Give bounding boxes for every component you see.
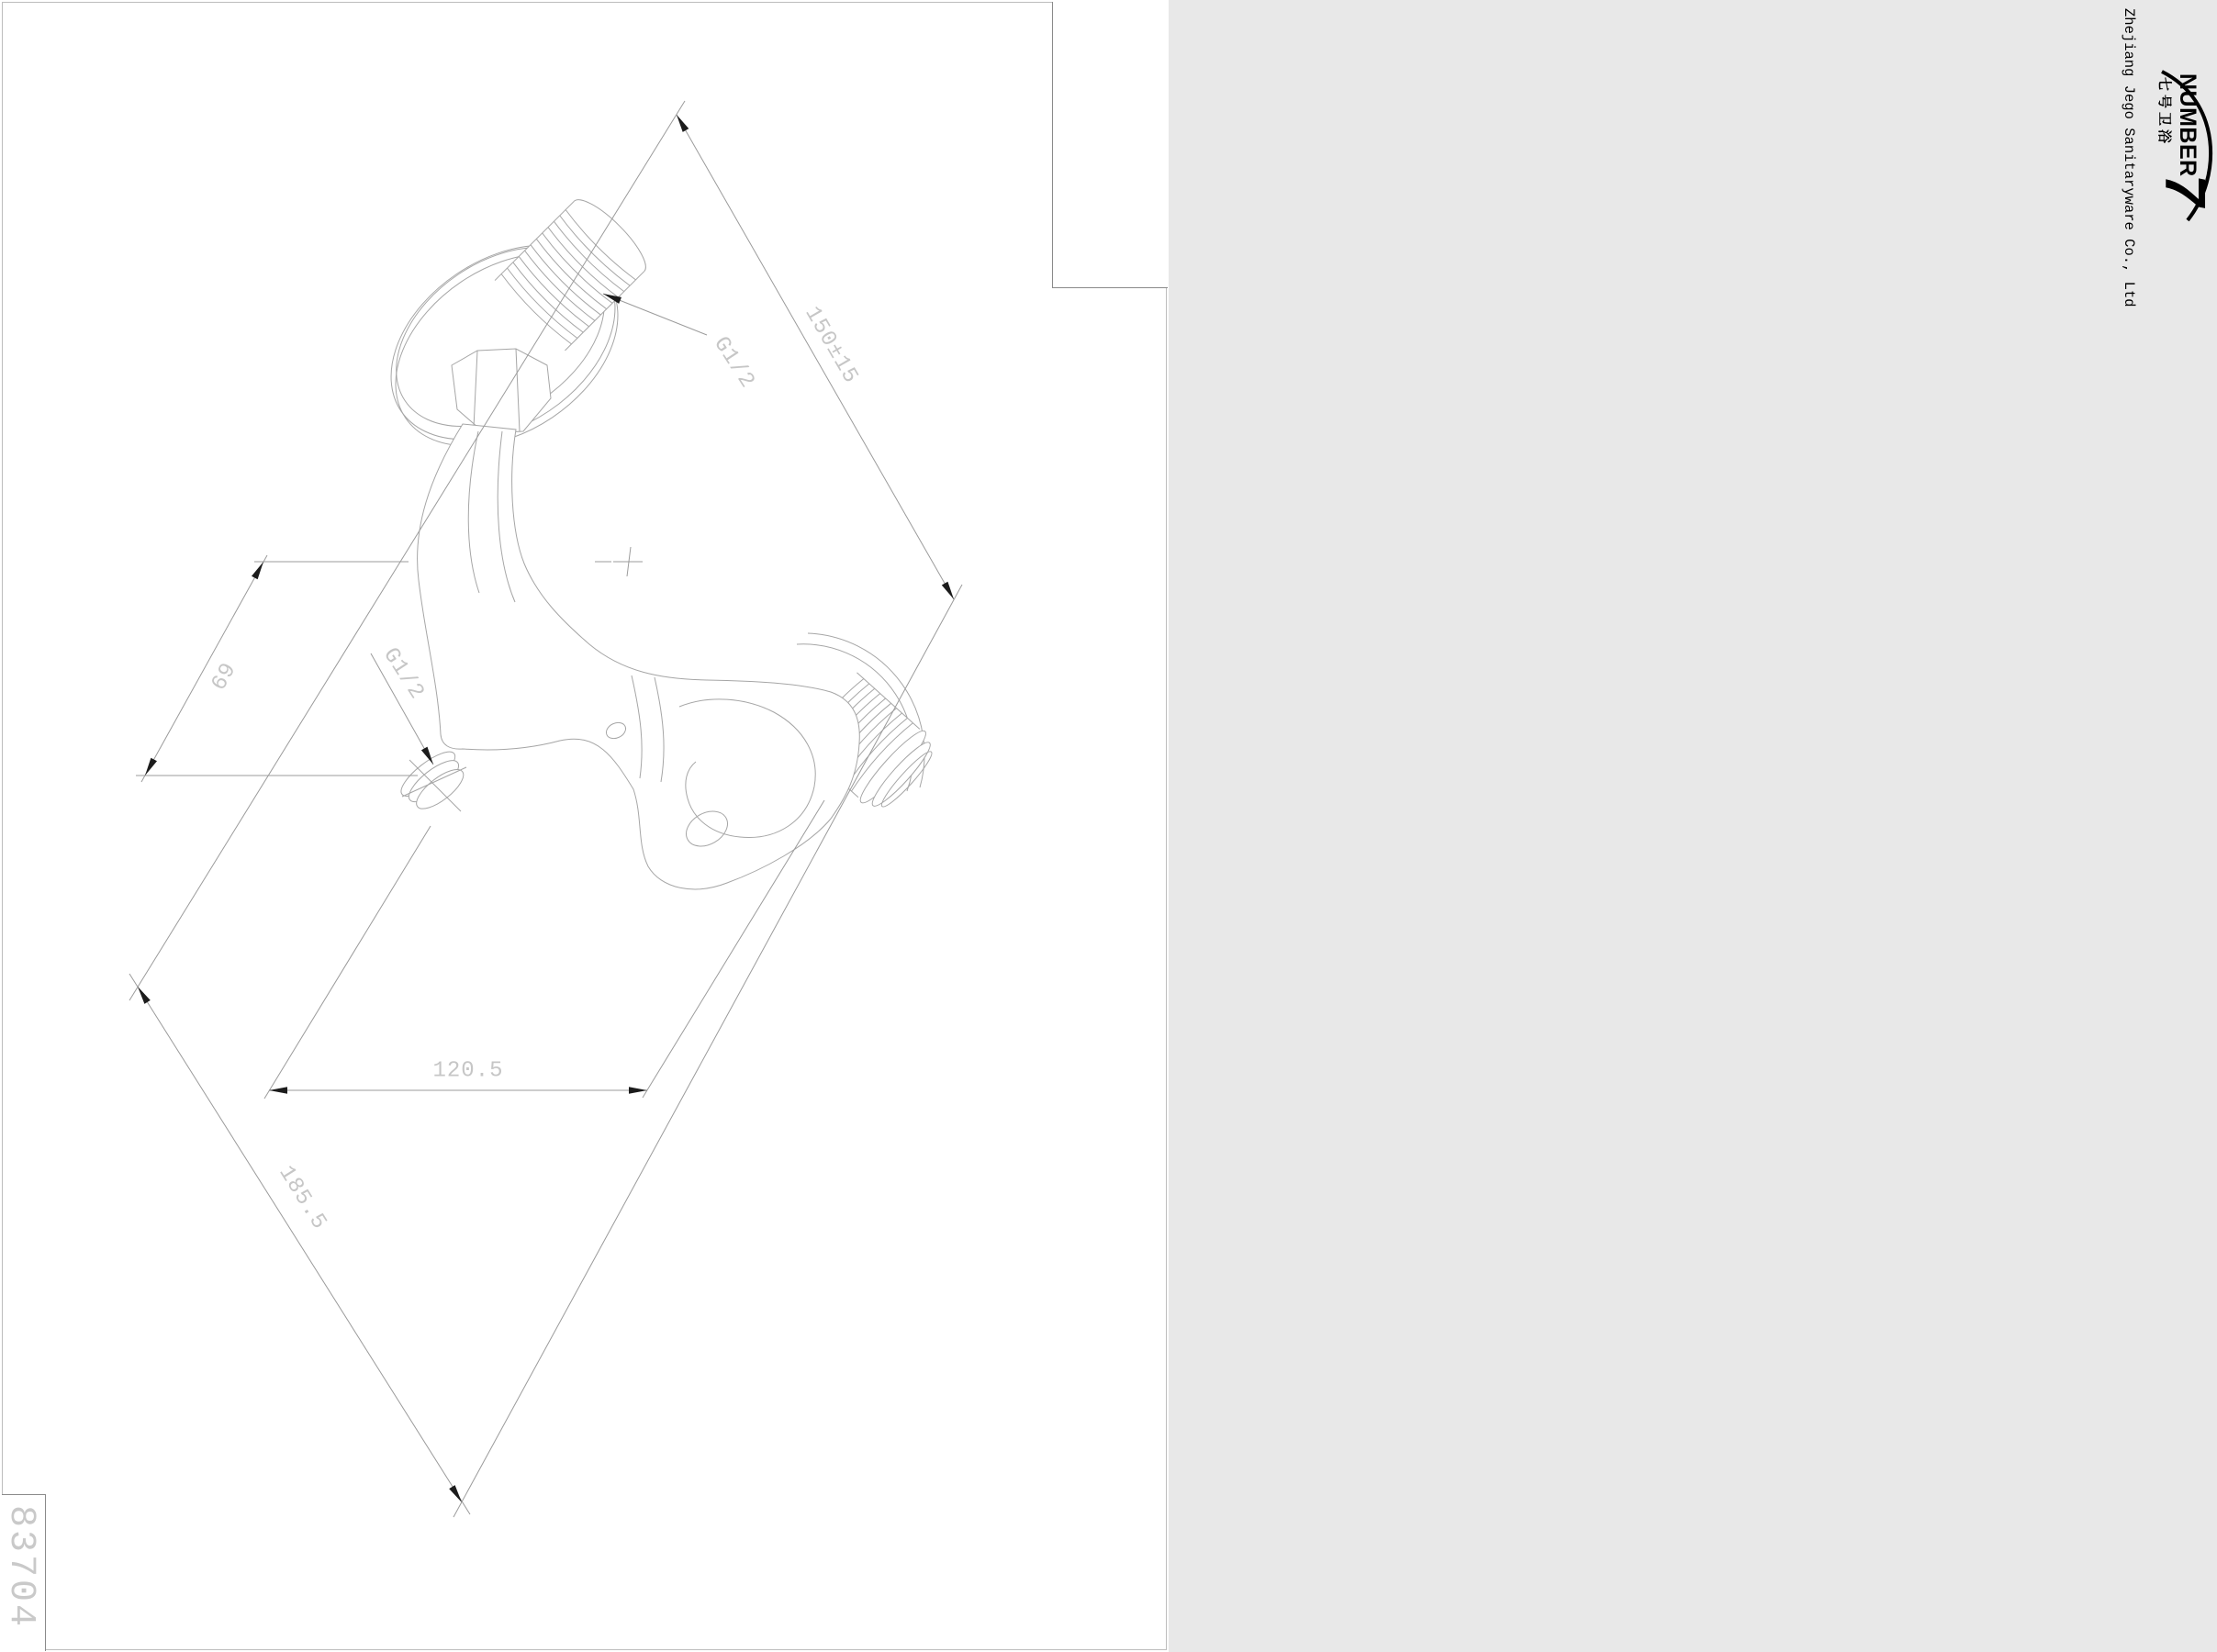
outlet-port	[396, 745, 473, 819]
thread-label-outlet: G1/2	[377, 643, 430, 705]
brand-chinese: 七号卫浴	[2156, 77, 2172, 148]
brand-name: NUMBER	[2175, 73, 2200, 177]
brand-numeral: 7	[2153, 174, 2216, 206]
faucet-figure	[355, 191, 944, 889]
dim-label-overall: 185.5	[273, 1161, 332, 1235]
dim-label-centers: 120.5	[432, 1058, 504, 1084]
dim-label-offset: 69	[207, 658, 243, 696]
part-number: 83704	[0, 1505, 41, 1630]
company-name: Zhejiang Jego Sanitaryware Co., Ltd	[2121, 8, 2137, 307]
brand-logo	[2145, 68, 2216, 233]
center-mark	[613, 547, 643, 576]
title-block	[1052, 2, 2216, 307]
dim-label-span: 150±15	[799, 302, 864, 389]
thread-label-top: G1/2	[708, 332, 760, 394]
faucet-body	[418, 424, 860, 889]
